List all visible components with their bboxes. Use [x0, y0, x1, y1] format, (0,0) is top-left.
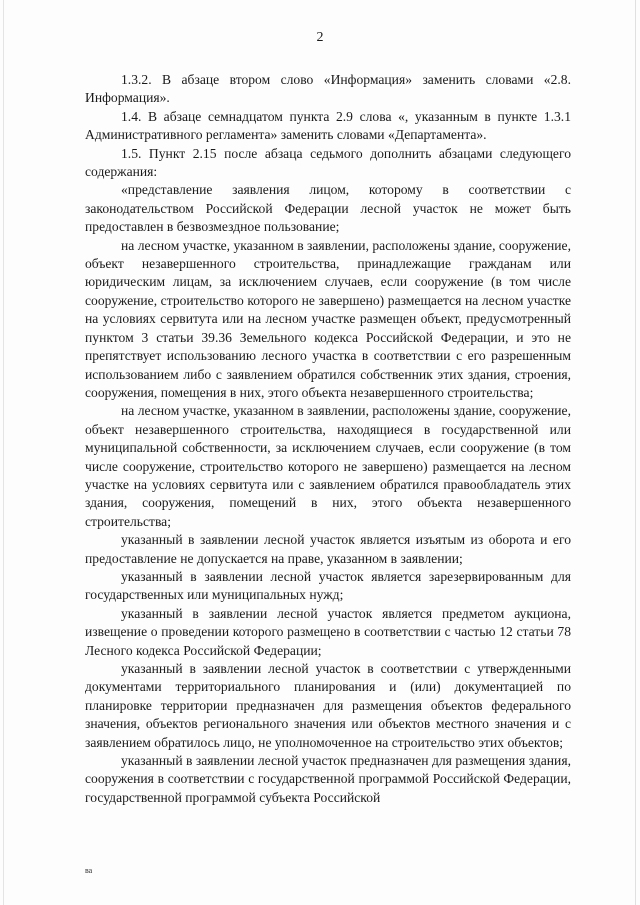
- paragraph-quote-6: указанный в заявлении лесной участок является предметом аукциона, извещение о проведении которого размещено в соответствии с частью 12 статьи 78 Лесного кодекса Российской Федерации;: [85, 605, 571, 658]
- paragraph-quote-7: указанный в заявлении лесной участок в соответствии с утвержденными документами территориального планирования и (или) документацией по планировке территории предназначен для размещения объектов федерального значения, объектов регионального значения или объектов местного значения и с заявлением обратилось лицо, не уполномоченное на строительство этих объектов;: [85, 661, 571, 750]
- page-number: 2: [316, 30, 324, 45]
- paragraph-quote-1: «представление заявления лицом, которому в соответствии с законодательством Российской Федерации лесной участок не может быть предоставлен в безвозмездное пользование;: [85, 182, 571, 235]
- paragraph-quote-5: указанный в заявлении лесной участок является зарезервированным для государственных или муниципальных нужд;: [85, 568, 571, 603]
- scan-edge-left: [3, 0, 4, 905]
- paragraph-quote-4: указанный в заявлении лесной участок является изъятым из оборота и его предоставление не допускается на праве, указанном в заявлении;: [85, 532, 571, 566]
- document-body: [85, 71, 571, 807]
- paragraph-quote-8: указанный в заявлении лесной участок предназначен для размещения здания, сооружения в соответствии с государственной программой Российской Федерации, государственной программой субъекта Российской: [85, 753, 571, 805]
- paragraph-1-5: 1.5. Пункт 2.15 после абзаца седьмого дополнить абзацами следующего содержания:: [85, 145, 571, 180]
- footer-initials: ва: [85, 866, 93, 875]
- paragraph-quote-2: на лесном участке, указанном в заявлении, расположены здание, сооружение, объект незавершенного строительства, принадлежащие гражданам или юридическим лицам, за исключением случаев, если сооружение (в том числе сооружение, строительство которого не завершено) размещается на лесном участке на условиях сервитута или на лесном участке размещен объект, предусмотренный пунктом 3 статьи 39.36 Земельного кодекса Российской Федерации, и это не препятствует использованию лесного участка в соответствии с его разрешенным использованием либо с заявлением обратился собственник этих здания, строения, сооружения, помещения в них, этого объекта незавершенного строительства;: [85, 237, 571, 400]
- scan-edge-right: [635, 0, 636, 905]
- paragraph-1-3-2: 1.3.2. В абзаце втором слово «Информация» заменить словами «2.8. Информация».: [85, 72, 571, 106]
- paragraph-1-4: 1.4. В абзаце семнадцатом пункта 2.9 слова «, указанным в пункте 1.3.1 Административного регламента» заменить словами «Департамента».: [85, 108, 571, 143]
- paragraph-quote-3: на лесном участке, указанном в заявлении, расположены здание, сооружение, объект незавершенного строительства, находящиеся в государственной или муниципальной собственности, за исключением случаев, если сооружение (в том числе сооружение, строительство которого не завершено) размещается на лесном участке на условиях сервитута или с заявлением обратился правообладатель этих здания, сооружения, помещений в них, этого объекта незавершенного строительства;: [85, 403, 571, 529]
